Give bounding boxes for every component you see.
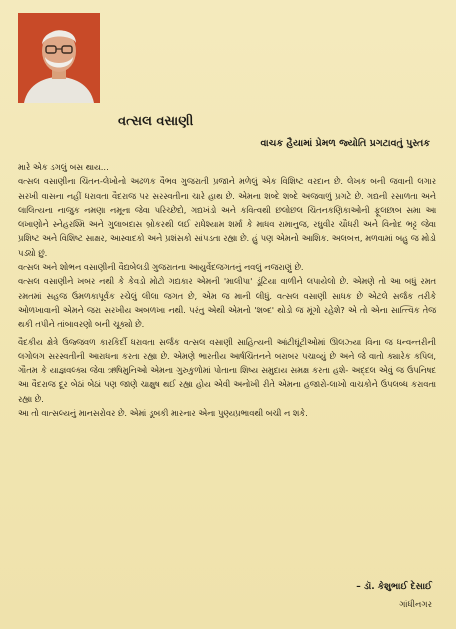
author-name: વત્સલ વસાણી xyxy=(118,114,194,129)
author-portrait-image xyxy=(18,13,100,103)
reviewer-signature: – ડૉ. કેશુભાઈ દેસાઈ xyxy=(356,582,432,592)
paragraph: વત્સલ અને શોભન વસાણીની વૈદ્યબેલડી ગુજરાતના આયુર્વેદજગતનું નવલું નજરાણું છે. xyxy=(18,262,304,273)
reviewer-place: ગાંધીનગર xyxy=(399,600,432,610)
paragraph: વત્સલ વસાણીના ચિંતન-લેખોનો અઢળક વૈભવ ગુજરાતી પ્રજાને મળેલું એક વિશિષ્ટ વરદાન છે. લેખક બની જવાની લગાર સરખી વાસના નહીં ધરાવતા વૈદરાજ પર સરસ્વતીના ચારે હાથ છે. એમના શબ્દે શબ્દે અજવાળું પ્રગટે છે. ગદ્યની રસાળતા અને લાલિત્યના નાજુક નમણા નમૂના જેવા પરિચ્છેદો, ગદ્યખંડો અને કવિત્વથી છલોછલ ચિંતનકણિકાઓની ફૂલછાબ સમા આ લખાણોને સ્નેહરશ્મિ અને ગુલાબદાસ બ્રોકરથી લઈ રાધેશ્યામ શર્મા કે માધવ રામાનુજ, રઘુવીર ચૌધરી અને વિનોદ ભટ્ટ જેવા પ્રશિષ્ટ અને વિશિષ્ટ સાક્ષર, આસ્વાદકો અને પ્રશંસકો સાંપડતા રહ્યા છે. હું પણ એમનો આશિક. અલબત્ત, મળવામાં બહુ જ મોડો પડ્યો છું. xyxy=(18,176,436,258)
paragraph: વૈદકીય ક્ષેત્રે ઉજ્જવળ કારકિર્દી ધરાવતા સર્જક વત્સલ વસાણી સાહિત્યની આંટીઘૂંટીઓમાં ઊલઝ્યા વિના જ ધન્વન્તરીની લગોલગ સરસ્વતીની આરાધના કરતા રહ્યા છે. એમણે ભારતીય આર્ષચિંતનને બરાબર પચાવ્યું છે અને જે વાતો ક્યારેક કપિલ, ગૌતમ કે યાજ્ઞવલ્ક્ય જેવા ઋષિમુનિઓ એમના ગુરુકુળોમાં પોતાના શિષ્ય સમુદાય સમક્ષ કરતા હશે- અદ્દલ એવું જ ઉપનિષદ આ વૈદરાજ દૂર બેઠાં બેઠાં પણ જાણે ચાક્ષુષ થઈ રહ્યા હોય એવી અનોખી રીતે એમના હજારો-લાખો વાચકોને ઉપલબ્ધ કરાવતા રહ્યા છે. xyxy=(18,336,436,404)
paragraph: વત્સલ વસાણીને ખબર નથી કે કેવડો મોટો ગદ્યકાર એમની 'માલીપા' ડૂંટિયા વાળીને લપાયેલો છે. એમણે તો આ બધું રમત રમતમાં સહજ ઉમળકાપૂર્વક રચેલું લીલા જગત છે, એમ જ માની લીધું. વત્સલ વસાણી સાધક છે એટલે સર્જક તરીકે ઓળખાવાની એમને જરા સરખીય અબળખા નથી. પરંતુ એથી એમનો 'શબ્દ' થોડો જ મૂંગો રહેશે? એ તો એના સાત્ત્વિક તેજ થકી તપીને તાંબાવરણો બની ચૂક્યો છે. xyxy=(18,276,436,330)
paragraph: મારે એક ડગલું બસ થાય... xyxy=(18,162,109,172)
paragraph: આ તો વાત્સલ્યનું માનસરોવર છે. એમાં ડૂબકી મારનાર એના પુણ્યપ્રભાવથી બચી ન શકે. xyxy=(18,408,308,419)
cover-subtitle: વાચક હૈયામાં પ્રેમળ જ્યોતિ પ્રગટાવતું પુસ્તક xyxy=(260,138,430,149)
review-text xyxy=(18,160,436,420)
author-photo xyxy=(18,13,100,103)
